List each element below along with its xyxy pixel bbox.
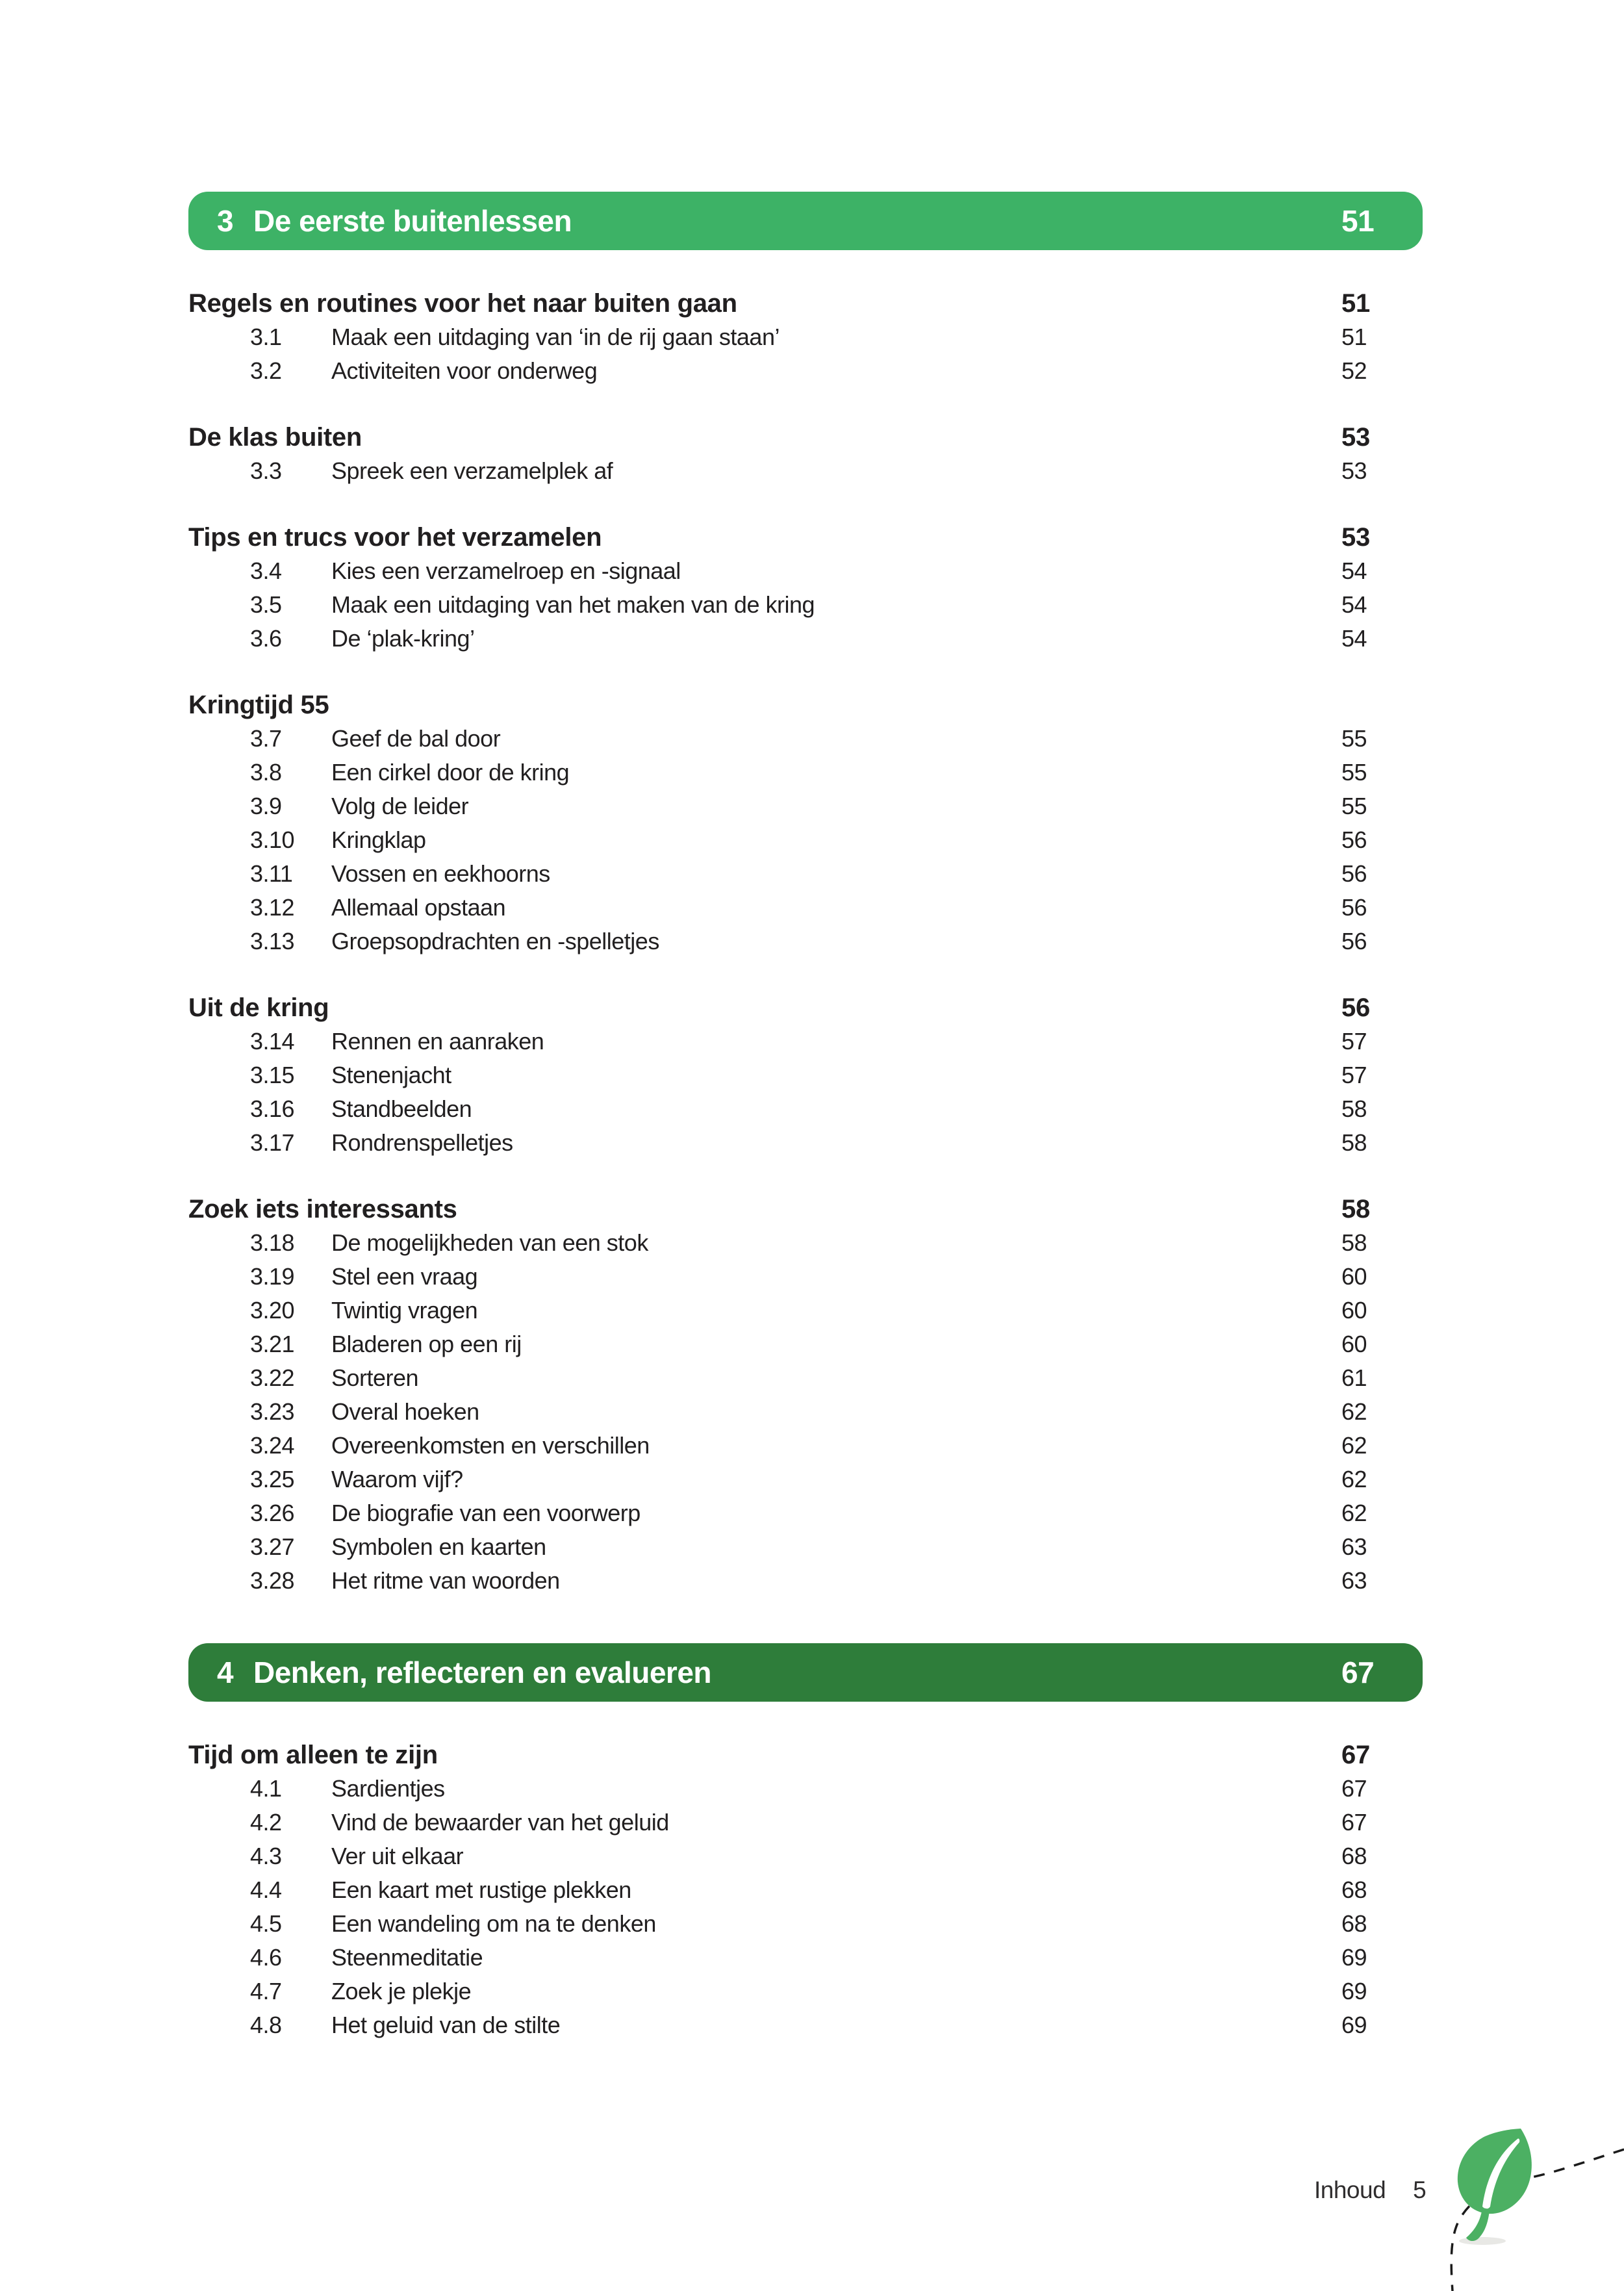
item-page-number: 68 [1341, 1843, 1367, 1869]
footer-page-number: 5 [1413, 2177, 1427, 2203]
item-number: 3.13 [250, 928, 295, 954]
toc-item-row [188, 756, 1423, 789]
item-number: 3.11 [250, 860, 293, 887]
item-number: 3.2 [250, 357, 282, 384]
chapter-number: 4 [217, 1656, 234, 1689]
item-title: Rennen en aanraken [331, 1028, 544, 1055]
item-title: Kies een verzamelroep en -signaal [331, 557, 681, 584]
leaf-stem [1466, 2208, 1490, 2241]
chapter-number: 3 [217, 204, 234, 238]
item-page-number: 58 [1341, 1129, 1367, 1156]
item-page-number: 61 [1341, 1364, 1367, 1391]
item-page-number: 51 [1341, 324, 1367, 350]
toc-item-row [188, 454, 1423, 488]
item-title: De ‘plak-kring’ [331, 625, 475, 652]
toc-group [188, 287, 1423, 388]
item-page-number: 58 [1341, 1095, 1367, 1122]
item-title: Kringklap [331, 826, 426, 853]
toc-item-row [188, 1395, 1423, 1429]
item-title: Waarom vijf? [331, 1466, 463, 1492]
item-title: Het ritme van woorden [331, 1567, 560, 1594]
toc-item-row [188, 1941, 1423, 1975]
item-page-number: 69 [1341, 1944, 1367, 1971]
item-number: 4.3 [250, 1843, 282, 1869]
item-number: 4.8 [250, 2012, 282, 2038]
toc-group-heading [188, 420, 1423, 454]
item-title: Standbeelden [331, 1095, 472, 1122]
toc-item-row [188, 2008, 1423, 2042]
item-number: 3.22 [250, 1364, 295, 1391]
item-page-number: 69 [1341, 2012, 1367, 2038]
item-number: 4.5 [250, 1910, 282, 1937]
item-number: 3.7 [250, 725, 282, 752]
item-page-number: 54 [1341, 557, 1367, 584]
item-page-number: 68 [1341, 1910, 1367, 1937]
chapter-bar [188, 192, 1423, 250]
chapter-title: Denken, reflecteren en evalueren [253, 1656, 711, 1689]
item-number: 3.9 [250, 793, 282, 819]
item-page-number: 62 [1341, 1466, 1367, 1492]
toc-group-heading [188, 1192, 1423, 1226]
item-title: Stel een vraag [331, 1263, 478, 1290]
item-title: Zoek je plekje [331, 1978, 472, 2004]
item-number: 3.23 [250, 1398, 295, 1425]
item-title: Vossen en eekhoorns [331, 860, 550, 887]
item-page-number: 56 [1341, 894, 1367, 921]
chapter-title: De eerste buitenlessen [253, 204, 572, 238]
group-title: Zoek iets interessants [188, 1194, 457, 1223]
item-title: Spreek een verzamelplek af [331, 457, 613, 484]
item-number: 4.7 [250, 1978, 282, 2004]
toc-group [188, 1192, 1423, 1598]
item-page-number: 56 [1341, 928, 1367, 954]
toc-item-row [188, 857, 1423, 891]
toc-item-row [188, 891, 1423, 925]
toc-group [188, 991, 1423, 1160]
chapter-page-number: 67 [1341, 1656, 1375, 1689]
item-page-number: 68 [1341, 1876, 1367, 1903]
item-page-number: 54 [1341, 591, 1367, 618]
toc-group [188, 520, 1423, 656]
toc-group-heading [188, 520, 1423, 554]
item-page-number: 56 [1341, 860, 1367, 887]
toc-item-row [188, 588, 1423, 622]
toc-item-row [188, 554, 1423, 588]
toc-item-row [188, 622, 1423, 656]
item-page-number: 63 [1341, 1533, 1367, 1560]
toc-item-row [188, 1294, 1423, 1327]
item-number: 3.3 [250, 457, 282, 484]
item-number: 3.16 [250, 1095, 295, 1122]
item-number: 3.6 [250, 625, 282, 652]
item-number: 3.14 [250, 1028, 295, 1055]
toc-item-row [188, 1496, 1423, 1530]
toc-group-heading [188, 287, 1423, 320]
item-title: Overeenkomsten en verschillen [331, 1432, 650, 1459]
item-number: 3.28 [250, 1567, 295, 1594]
group-title: Tips en trucs voor het verzamelen [188, 522, 602, 552]
item-page-number: 67 [1341, 1809, 1367, 1836]
toc-item-row [188, 1975, 1423, 2008]
toc-item-row [188, 320, 1423, 354]
chapter-bar [188, 1643, 1423, 1702]
item-number: 4.4 [250, 1876, 282, 1903]
item-page-number: 62 [1341, 1398, 1367, 1425]
toc-item-row [188, 1873, 1423, 1907]
toc-item-row [188, 1772, 1423, 1806]
item-title: Steenmeditatie [331, 1944, 483, 1971]
toc-item-row [188, 823, 1423, 857]
item-title: Vind de bewaarder van het geluid [331, 1809, 669, 1836]
item-title: De biografie van een voorwerp [331, 1500, 641, 1526]
group-page-number: 53 [1341, 522, 1370, 552]
group-title: Tijd om alleen te zijn [188, 1740, 438, 1769]
item-title: Overal hoeken [331, 1398, 479, 1425]
item-number: 3.1 [250, 324, 282, 350]
item-title: Allemaal opstaan [331, 894, 506, 921]
toc-item-row [188, 1907, 1423, 1941]
toc-group-heading [188, 688, 1423, 722]
toc-item-row [188, 1530, 1423, 1564]
item-page-number: 57 [1341, 1028, 1367, 1055]
item-title: Een kaart met rustige plekken [331, 1876, 631, 1903]
item-page-number: 69 [1341, 1978, 1367, 2004]
item-number: 4.6 [250, 1944, 282, 1971]
item-number: 3.19 [250, 1263, 295, 1290]
toc-item-row [188, 1564, 1423, 1598]
item-page-number: 55 [1341, 725, 1367, 752]
item-number: 3.4 [250, 557, 282, 584]
item-title: Ver uit elkaar [331, 1843, 464, 1869]
item-page-number: 55 [1341, 759, 1367, 786]
item-page-number: 63 [1341, 1567, 1367, 1594]
item-number: 3.17 [250, 1129, 295, 1156]
page-footer [1314, 2177, 1426, 2204]
item-page-number: 60 [1341, 1263, 1367, 1290]
toc-item-row [188, 789, 1423, 823]
item-page-number: 58 [1341, 1229, 1367, 1256]
item-title: Maak een uitdaging van het maken van de kring [331, 591, 815, 618]
item-page-number: 54 [1341, 625, 1367, 652]
item-title: Sardientjes [331, 1775, 445, 1802]
item-number: 3.15 [250, 1062, 295, 1088]
toc-item-row [188, 1361, 1423, 1395]
item-page-number: 60 [1341, 1331, 1367, 1357]
item-title: Maak een uitdaging van ‘in de rij gaan staan’ [331, 324, 780, 350]
group-title: De klas buiten [188, 422, 362, 452]
item-number: 3.18 [250, 1229, 295, 1256]
toc-group-heading [188, 1738, 1423, 1772]
item-title: Sorteren [331, 1364, 419, 1391]
item-title: Rondrenspelletjes [331, 1129, 513, 1156]
toc-item-row [188, 1839, 1423, 1873]
item-page-number: 62 [1341, 1500, 1367, 1526]
toc-item-row [188, 722, 1423, 756]
item-title: Een cirkel door de kring [331, 759, 570, 786]
item-title: De mogelijkheden van een stok [331, 1229, 648, 1256]
item-title: Stenenjacht [331, 1062, 451, 1088]
group-page-number: 56 [1341, 993, 1370, 1022]
group-title: Kringtijd 55 [188, 690, 329, 719]
item-number: 3.10 [250, 826, 295, 853]
group-title: Regels en routines voor het naar buiten gaan [188, 288, 737, 318]
toc-item-row [188, 1226, 1423, 1260]
item-title: Groepsopdrachten en -spelletjes [331, 928, 659, 954]
item-number: 3.5 [250, 591, 282, 618]
toc-group [188, 688, 1423, 958]
item-number: 4.1 [250, 1775, 282, 1802]
item-number: 3.12 [250, 894, 295, 921]
group-page-number: 67 [1341, 1740, 1370, 1769]
item-number: 3.20 [250, 1297, 295, 1324]
toc-item-row [188, 1327, 1423, 1361]
table-of-contents [188, 0, 1423, 2042]
item-title: Bladeren op een rij [331, 1331, 522, 1357]
toc-group-heading [188, 991, 1423, 1025]
toc-item-row [188, 1025, 1423, 1058]
item-number: 3.25 [250, 1466, 295, 1492]
toc-group [188, 420, 1423, 488]
item-title: Volg de leider [331, 793, 469, 819]
item-page-number: 67 [1341, 1775, 1367, 1802]
item-title: Het geluid van de stilte [331, 2012, 561, 2038]
footer-section-label: Inhoud [1314, 2177, 1386, 2203]
item-number: 4.2 [250, 1809, 282, 1836]
toc-item-row [188, 354, 1423, 388]
item-page-number: 55 [1341, 793, 1367, 819]
item-number: 3.8 [250, 759, 282, 786]
item-title: Activiteiten voor onderweg [331, 357, 598, 384]
item-page-number: 53 [1341, 457, 1367, 484]
item-page-number: 62 [1341, 1432, 1367, 1459]
item-title: Twintig vragen [331, 1297, 478, 1324]
toc-item-row [188, 1806, 1423, 1839]
toc-item-row [188, 1463, 1423, 1496]
group-page-number: 53 [1341, 422, 1370, 452]
chapter-page-number: 51 [1341, 204, 1375, 238]
leaf-logo [1454, 2126, 1538, 2246]
toc-item-row [188, 1260, 1423, 1294]
group-title: Uit de kring [188, 993, 329, 1022]
leaf-shadow [1459, 2237, 1506, 2245]
item-page-number: 52 [1341, 357, 1367, 384]
item-page-number: 56 [1341, 826, 1367, 853]
item-page-number: 57 [1341, 1062, 1367, 1088]
toc-group [188, 1738, 1423, 2042]
item-number: 3.21 [250, 1331, 295, 1357]
item-title: Symbolen en kaarten [331, 1533, 546, 1560]
toc-item-row [188, 1092, 1423, 1126]
toc-item-row [188, 1429, 1423, 1463]
item-title: Geef de bal door [331, 725, 501, 752]
item-number: 3.27 [250, 1533, 295, 1560]
toc-item-row [188, 925, 1423, 958]
item-number: 3.24 [250, 1432, 295, 1459]
toc-item-row [188, 1058, 1423, 1092]
item-number: 3.26 [250, 1500, 295, 1526]
item-page-number: 60 [1341, 1297, 1367, 1324]
item-title: Een wandeling om na te denken [331, 1910, 656, 1937]
toc-item-row [188, 1126, 1423, 1160]
group-page-number: 51 [1341, 288, 1370, 318]
group-page-number: 58 [1341, 1194, 1370, 1223]
